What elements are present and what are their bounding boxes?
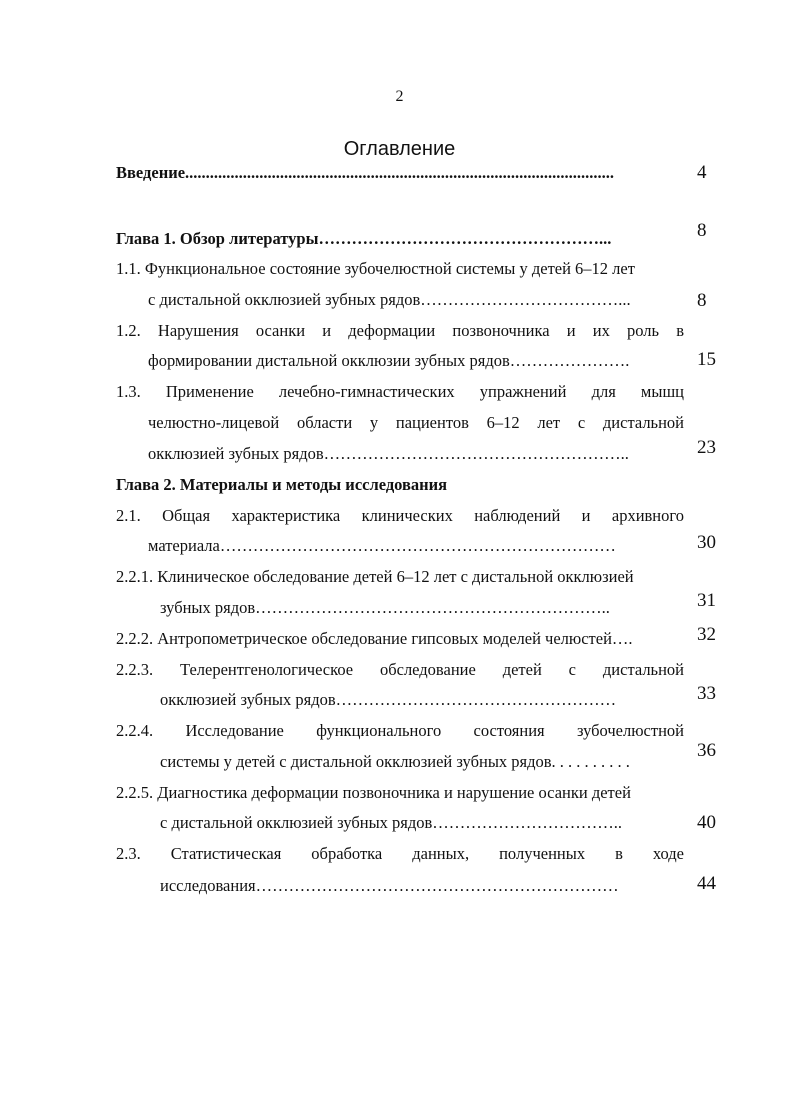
- toc-entry-2-2-3-line-2[interactable]: окклюзией зубных рядов……………………………………………: [160, 690, 617, 709]
- toc-entry-1-1-line-2[interactable]: с дистальной окклюзией зубных рядов………………………………...: [148, 290, 631, 309]
- toc-entry-1-2-line-2[interactable]: формировании дистальной окклюзии зубных рядов………………….: [148, 351, 630, 370]
- toc-entry-1-1-line-1[interactable]: 1.1. Функциональное состояние зубочелюстной системы у детей 6–12 лет: [116, 259, 635, 278]
- toc-entry-chapter-1[interactable]: Глава 1. Обзор литературы……………………………………………...: [116, 229, 612, 248]
- page-number: 2: [395, 88, 404, 105]
- toc-entry-1-3-line-1[interactable]: 1.3. Применение лечебно-гимнастических упражнений для мышц: [116, 382, 684, 401]
- toc-page-1-1: 8: [697, 290, 707, 311]
- toc-entry-2-1-line-2[interactable]: материала………………………………………………………………: [148, 536, 616, 555]
- toc-page-introduction: 4: [697, 162, 707, 183]
- toc-entry-1-3-line-3[interactable]: окклюзией зубных рядов………………………………………………..: [148, 444, 629, 463]
- toc-entry-2-2-4-line-1[interactable]: 2.2.4. Исследование функционального состояния зубочелюстной: [116, 721, 684, 740]
- toc-entry-1-2-line-1[interactable]: 1.2. Нарушения осанки и деформации позвоночника и их роль в: [116, 321, 684, 340]
- toc-entry-2-3-line-2[interactable]: исследования…………………………………………………………: [160, 876, 619, 895]
- toc-page-2-1: 30: [697, 532, 716, 553]
- toc-entry-2-1-line-1[interactable]: 2.1. Общая характеристика клинических наблюдений и архивного: [116, 506, 684, 525]
- toc-page-2-2-4: 36: [697, 740, 716, 761]
- page-title: Оглавление: [343, 138, 456, 160]
- toc-page-1-2: 15: [697, 349, 716, 370]
- toc-page-2-2-2: 32: [697, 624, 716, 645]
- toc-entry-2-2-1-line-1[interactable]: 2.2.1. Клиническое обследование детей 6–12 лет с дистальной окклюзией: [116, 567, 634, 586]
- toc-entry-2-2-1-line-2[interactable]: зубных рядов………………………………………………………..: [160, 598, 610, 617]
- toc-entry-2-3-line-1[interactable]: 2.3. Статистическая обработка данных, полученных в ходе: [116, 844, 684, 863]
- toc-page-2-2-3: 33: [697, 683, 716, 704]
- toc-entry-2-2-5-line-2[interactable]: с дистальной окклюзией зубных рядов……………………………..: [160, 813, 623, 832]
- toc-page-chapter-1: 8: [697, 220, 707, 241]
- toc-page-2-3: 44: [697, 873, 716, 894]
- toc-page-1-3: 23: [697, 437, 716, 458]
- toc-entry-2-2-5-line-1[interactable]: 2.2.5. Диагностика деформации позвоночника и нарушение осанки детей: [116, 783, 631, 802]
- toc-page-2-2-5: 40: [697, 812, 716, 833]
- toc-entry-chapter-2[interactable]: Глава 2. Материалы и методы исследования: [116, 475, 448, 494]
- toc-entry-2-2-3-line-1[interactable]: 2.2.3. Телерентгенологическое обследование детей с дистальной: [116, 660, 684, 679]
- toc-page-2-2-1: 31: [697, 590, 716, 611]
- toc-entry-2-2-2[interactable]: 2.2.2. Антропометрическое обследование гипсовых моделей челюстей….: [116, 629, 633, 648]
- toc-entry-2-2-4-line-2[interactable]: системы у детей с дистальной окклюзией зубных рядов. . . . . . . . . .: [160, 752, 630, 771]
- toc-entry-introduction[interactable]: Введение........................................................................................................: [116, 163, 615, 182]
- toc-entry-1-3-line-2[interactable]: челюстно-лицевой области у пациентов 6–12 лет с дистальной: [148, 413, 684, 432]
